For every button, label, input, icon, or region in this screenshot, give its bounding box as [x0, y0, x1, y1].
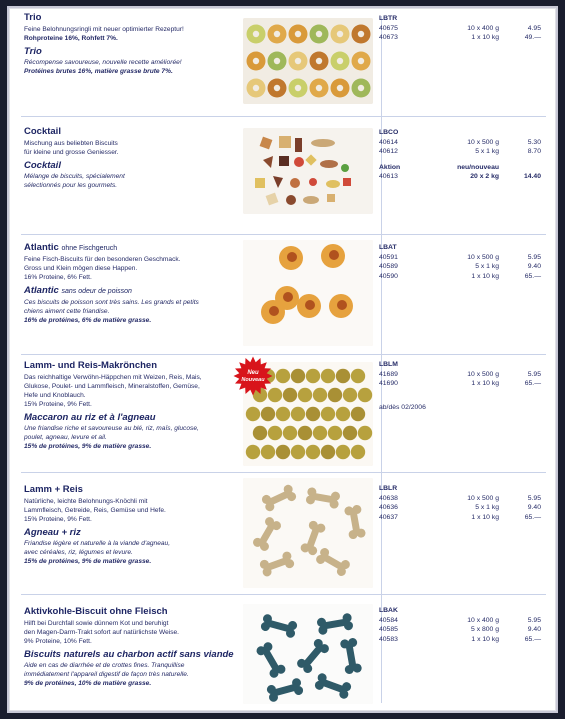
catalog-page [9, 8, 556, 711]
product-description: Feine Fisch-Biscuits für den besonderen Geschmack. Gross und Klein mögen diese Happen. 16% Proteine, 6% Fett. Atlantic sans odeur de poisson Ces biscuits de poisson sont très sains. Les grands et petits chiens aiment cette friandise. 16% de protéines, 6% de matière grasse. [24, 255, 239, 325]
product-title-de: Trio [24, 12, 42, 23]
product-photo-cocktail [243, 128, 373, 214]
product-description: Das reichhaltige Verwöhn-Häppchen mit Weizen, Reis, Mais, Glukose, Poulet- und Lammfleisch, Mineralstoffen, Gemüse, Hefe und Knoblauch. 15% Proteine, 9% Fett. Maccaron au riz et à l'agneau Une friandise riche et savoureuse au blé, riz, maïs, glucose, poulet, agneau, levure et ail. 15% de protéines, 9% de matière grasse. [24, 373, 246, 451]
macaroon [328, 426, 342, 440]
article-prices: 4.95 49.— [524, 24, 541, 41]
macaroon [291, 445, 305, 459]
cocktail-biscuit [341, 164, 349, 172]
badge-label-de: Neu [247, 370, 259, 376]
macaroon [306, 445, 320, 459]
cocktail-biscuit [255, 178, 265, 188]
cocktail-biscuit [279, 136, 291, 148]
product-row-cocktail [9, 116, 556, 234]
cocktail-biscuit [343, 178, 351, 186]
macaroon [358, 426, 372, 440]
cocktail-biscuit [327, 194, 335, 202]
product-title-fr: Cocktail [24, 160, 61, 171]
macaroon [291, 407, 305, 421]
macaroon [246, 445, 260, 459]
product-photo-lamb-rice [243, 478, 373, 588]
macaroon [283, 388, 297, 402]
cocktail-biscuit [309, 178, 317, 186]
macaroon [351, 369, 365, 383]
product-row-atlantic [9, 234, 556, 354]
cocktail-biscuit [279, 156, 289, 166]
macaroon [321, 407, 335, 421]
article-codes: LBAK 40584 40585 40583 [379, 607, 398, 643]
macaroon [306, 407, 320, 421]
macaroon [298, 388, 312, 402]
article-prices: 5.95 9.40 65.— [524, 494, 541, 521]
product-title-fr: Atlantic sans odeur de poisson [24, 285, 132, 296]
product-row-lamb-rice [9, 472, 556, 594]
product-photo-charcoal [243, 604, 373, 704]
product-title-fr: Trio [24, 46, 42, 57]
article-packs: 10 x 400 g 1 x 10 kg [467, 24, 499, 41]
article-prices: 5.95 65.— [524, 370, 541, 387]
badge-label-fr: Nouveau [241, 377, 265, 383]
product-description: Natürliche, leichte Belohnungs-Knöchli mit Lammfleisch, Getreide, Reis, Gemüse und Hefe. 15% Proteine, 9% Fett. Agneau + riz Friandise légère et naturelle à la viande d'agneau, avec céréales, riz, légumes et levure. 15% de protéines, 9% de matière grasse. [24, 497, 234, 566]
macaroon [253, 426, 267, 440]
article-packs: 10 x 500 g 5 x 1 kg 1 x 10 kg [467, 494, 499, 521]
article-codes: LBCO 40614 40612 Aktion 40613 [379, 129, 401, 180]
macaroon [313, 426, 327, 440]
cocktail-biscuit [303, 196, 319, 204]
article-packs: 10 x 500 g 5 x 1 kg 1 x 10 kg [467, 253, 499, 280]
cocktail-biscuit [311, 139, 335, 147]
product-row-lamb-macaroons [9, 354, 556, 472]
article-codes: LBAT 40591 40589 40590 [379, 244, 398, 280]
macaroon [261, 445, 275, 459]
cocktail-biscuit [326, 180, 340, 188]
product-row-charcoal [9, 594, 556, 711]
cocktail-biscuit [295, 138, 302, 152]
article-codes: LBLM 41689 41690 ab/dès 02/2006 [379, 361, 426, 411]
macaroon [261, 407, 275, 421]
macaroon [328, 388, 342, 402]
article-packs: 10 x 400 g 5 x 800 g 1 x 10 kg [467, 616, 499, 643]
product-photo-atlantic [243, 240, 373, 346]
article-codes: LBLR 40638 40636 40637 [379, 485, 398, 521]
product-description: Mischung aus beliebten Biscuits für kleine und grosse Geniesser. Cocktail Mélange de biscuits, spécialement sélectionnés pour les gourmets. [24, 139, 234, 190]
macaroon [321, 445, 335, 459]
product-title-fr: Maccaron au riz et à l'agneau [24, 412, 156, 423]
article-prices: 5.95 9.40 65.— [524, 616, 541, 643]
macaroon [306, 369, 320, 383]
macaroon [276, 407, 290, 421]
product-title-fr: Agneau + riz [24, 527, 81, 538]
article-prices: 5.30 8.70 14.40 [523, 138, 541, 180]
product-title-de: Aktivkohle-Biscuit ohne Fleisch [24, 606, 168, 617]
product-description: Hilft bei Durchfall sowie dünnem Kot und beruhigt den Magen-Darm-Trakt sofort auf natürlichste Weise. 9% Proteine, 10% Fett. Biscuits naturels au charbon actif sans viande Aide en cas de diarrhée et de crottes fines. Tranquillise immédiatement l'appareil digestif de façon très naturelle. 9% de protéines, 10% de matière grasse. [24, 619, 259, 688]
macaroon [336, 407, 350, 421]
article-prices: 5.95 9.40 65.— [524, 253, 541, 280]
product-title-de: Lamm + Reis [24, 484, 83, 495]
article-packs: 10 x 500 g 1 x 10 kg [467, 370, 499, 387]
macaroon [268, 426, 282, 440]
macaroon [343, 388, 357, 402]
article-packs: 10 x 500 g 5 x 1 kg neu/nouveau 20 x 2 kg [457, 138, 499, 180]
product-photo-trio [243, 18, 373, 104]
product-title-fr: Biscuits naturels au charbon actif sans viande [24, 649, 234, 660]
product-title-de: Cocktail [24, 126, 61, 137]
macaroon [276, 369, 290, 383]
article-codes: LBTR 40675 40673 [379, 15, 398, 41]
macaroon [351, 407, 365, 421]
macaroon [298, 426, 312, 440]
macaroon [313, 388, 327, 402]
macaroon [336, 445, 350, 459]
macaroon [283, 426, 297, 440]
cocktail-biscuit [286, 195, 296, 205]
macaroon [291, 369, 305, 383]
macaroon [246, 407, 260, 421]
macaroon [358, 388, 372, 402]
cocktail-biscuit [294, 157, 304, 167]
macaroon [321, 369, 335, 383]
macaroon [351, 445, 365, 459]
cocktail-biscuit [290, 178, 300, 188]
product-title-de: Atlantic ohne Fischgeruch [24, 242, 118, 253]
product-row-trio [9, 8, 556, 116]
macaroon [343, 426, 357, 440]
macaroon [276, 445, 290, 459]
product-title-de: Lamm- und Reis-Makrönchen [24, 360, 158, 371]
product-description: Feine Belohnungsringli mit neuer optimierter Rezeptur! Rohproteine 16%, Rohfett 7%. Trio Récompense savoureuse, nouvelle recette améliorée! Protéines brutes 16%, matière grasse brute 7%. [24, 25, 234, 76]
macaroon [336, 369, 350, 383]
new-badge [233, 356, 273, 396]
cocktail-biscuit [320, 160, 338, 168]
availability-note: ab/dès 02/2006 [379, 403, 426, 411]
